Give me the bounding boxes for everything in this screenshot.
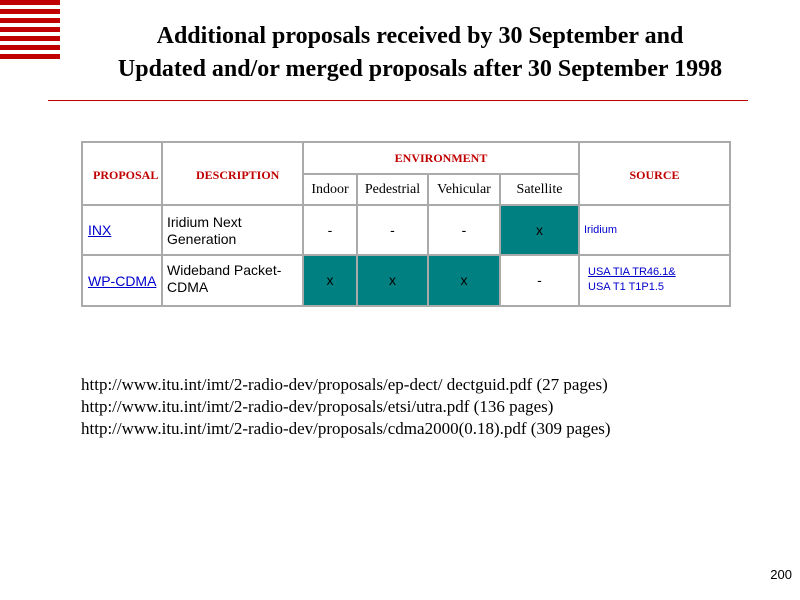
stripe <box>0 9 60 14</box>
header-description <box>163 143 302 204</box>
header-environment <box>304 143 578 173</box>
env-mark: - <box>537 272 542 288</box>
header-env-indoor <box>304 175 356 204</box>
env-mark: x <box>536 222 543 238</box>
description-cell <box>163 206 302 254</box>
env-cell-vehicular <box>429 256 499 305</box>
stripe <box>0 0 60 5</box>
header-env-pedestrial <box>358 175 427 204</box>
env-cell-satellite <box>501 256 578 305</box>
env-cell-satellite <box>501 206 578 254</box>
header-proposal-label: PROPOSAL <box>93 168 159 182</box>
description-line: Wideband Packet- <box>167 262 282 278</box>
title-divider <box>48 100 748 101</box>
header-env-satellite <box>501 175 578 204</box>
env-cell-indoor <box>304 206 356 254</box>
table-row <box>83 256 161 305</box>
proposals-table <box>81 141 731 307</box>
title-line-1: Additional proposals received by 30 September and <box>156 23 684 49</box>
header-description-label: DESCRIPTION <box>196 168 280 182</box>
env-mark: - <box>327 222 333 238</box>
source-line: USA T1 T1P1.5 <box>588 281 665 293</box>
slide-title <box>0 20 800 86</box>
proposal-link-wp-cdma[interactable]: WP-CDMA <box>88 273 157 289</box>
env-mark: x <box>389 272 396 288</box>
source-cell <box>580 256 729 305</box>
env-mark: x <box>460 272 468 288</box>
title-line-2: Updated and/or merged proposals after 30 September 1998 <box>117 56 723 82</box>
env-mark: x <box>326 272 334 288</box>
description-cell <box>163 256 302 305</box>
env-cell-pedestrial <box>358 206 427 254</box>
table-row <box>83 206 161 254</box>
env-cell-pedestrial <box>358 256 427 305</box>
page-number: 200 <box>770 567 792 582</box>
proposal-link-inx[interactable]: INX <box>88 222 112 238</box>
env-cell-indoor <box>304 256 356 305</box>
header-env-vehicular-label: Vehicular <box>437 182 491 197</box>
source-cell <box>580 206 729 254</box>
header-environment-label: ENVIRONMENT <box>394 151 488 165</box>
header-proposal <box>83 143 161 204</box>
env-mark: - <box>390 222 395 238</box>
header-env-vehicular <box>429 175 499 204</box>
description-line: Generation <box>167 231 237 247</box>
header-env-pedestrial-label: Pedestrial <box>364 182 421 197</box>
reference-item: http://www.itu.int/imt/2-radio-dev/proposals/cdma2000(0.18).pdf (309 pages) <box>81 419 611 438</box>
reference-item: http://www.itu.int/imt/2-radio-dev/proposals/ep-dect/ dectguid.pdf (27 pages) <box>81 375 608 394</box>
env-cell-vehicular <box>429 206 499 254</box>
reference-list <box>81 374 611 440</box>
source-line: USA TIA TR46.1& <box>588 266 676 278</box>
description-line: CDMA <box>167 279 209 295</box>
header-source <box>580 143 729 204</box>
header-source-label: SOURCE <box>629 168 680 182</box>
env-mark: - <box>461 222 467 238</box>
description-line: Iridium Next <box>167 214 242 230</box>
header-env-satellite-label: Satellite <box>516 182 563 197</box>
source-line: Iridium <box>584 224 618 236</box>
reference-item: http://www.itu.int/imt/2-radio-dev/proposals/etsi/utra.pdf (136 pages) <box>81 397 554 416</box>
header-env-indoor-label: Indoor <box>311 182 349 197</box>
